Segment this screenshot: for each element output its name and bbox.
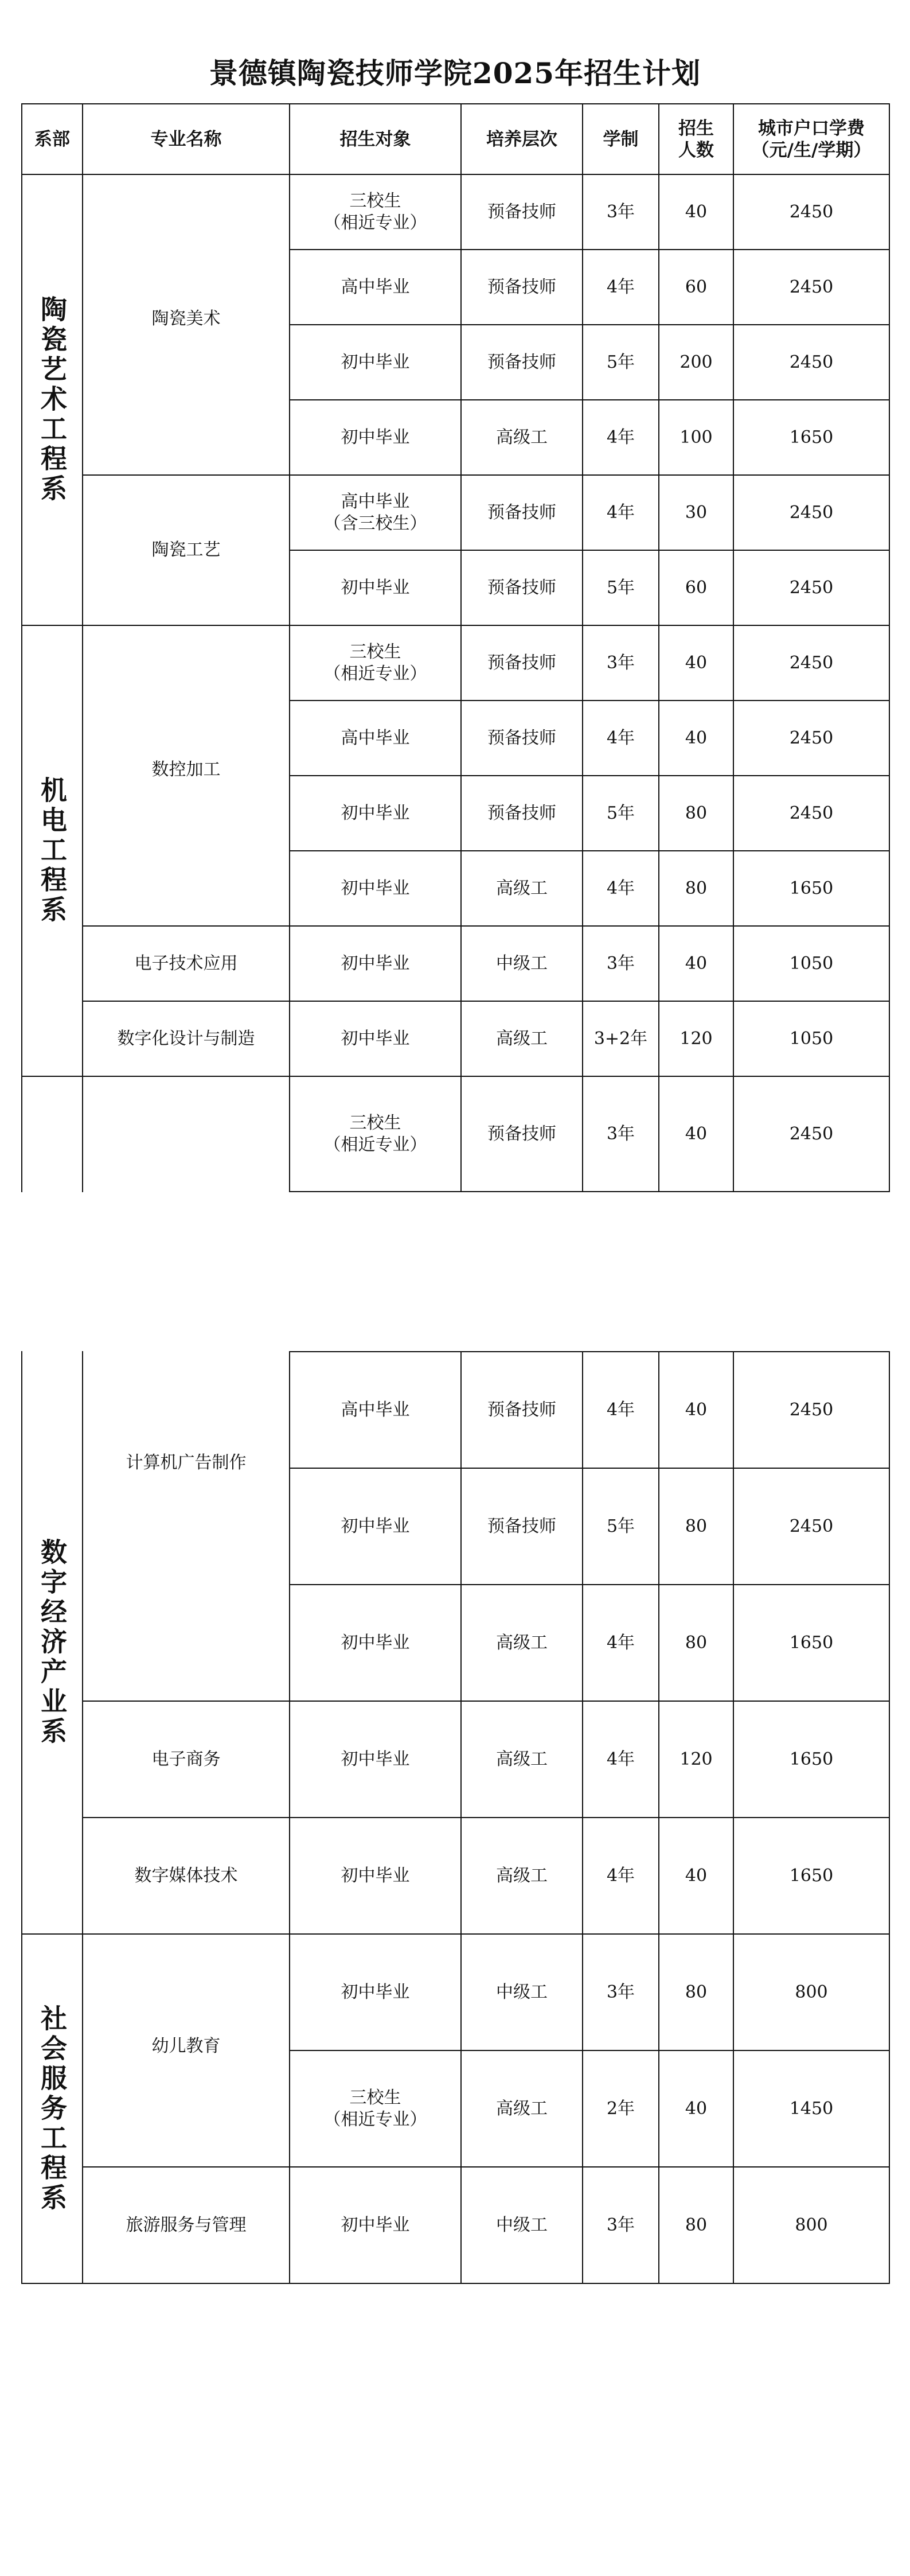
- row-17-level: 高级工: [460, 1701, 583, 1818]
- row-10-level: 高级工: [460, 850, 583, 927]
- row-1-fee: 2450: [733, 174, 890, 250]
- row-16-fee: 1650: [733, 1584, 890, 1702]
- row-10-fee: 1650: [733, 850, 890, 927]
- row-1-count: 40: [658, 174, 734, 250]
- row-9-fee: 2450: [733, 775, 890, 851]
- row-19-count: 80: [658, 1933, 734, 2051]
- major-cell: 电子商务: [82, 1701, 290, 1818]
- row-8-count: 40: [658, 700, 734, 776]
- row-20-fee: 1450: [733, 2050, 890, 2168]
- enrollment-table-page-1: [21, 103, 889, 1213]
- row-14-fee: 2450: [733, 1351, 890, 1469]
- row-20-target: 三校生 （相近专业）: [289, 2050, 462, 2168]
- row-3-duration: 5年: [582, 324, 659, 400]
- row-9-count: 80: [658, 775, 734, 851]
- major-cell: 计算机广告制作: [82, 1351, 290, 1702]
- row-11-target: 初中毕业: [289, 925, 462, 1002]
- row-8-target: 高中毕业: [289, 700, 462, 776]
- row-16-count: 80: [658, 1584, 734, 1702]
- row-12-fee: 1050: [733, 1001, 890, 1077]
- row-16-target: 初中毕业: [289, 1584, 462, 1702]
- row-13-count: 40: [658, 1076, 734, 1192]
- row-18-count: 40: [658, 1817, 734, 1935]
- row-6-target: 初中毕业: [289, 550, 462, 626]
- row-3-count: 200: [658, 324, 734, 400]
- major-cell: 数字化设计与制造: [82, 1001, 290, 1077]
- row-7-target: 三校生 （相近专业）: [289, 625, 462, 701]
- row-12-duration: 3+2年: [582, 1001, 659, 1077]
- row-11-duration: 3年: [582, 925, 659, 1002]
- row-2-fee: 2450: [733, 249, 890, 325]
- row-8-fee: 2450: [733, 700, 890, 776]
- row-18-target: 初中毕业: [289, 1817, 462, 1935]
- row-12-target: 初中毕业: [289, 1001, 462, 1077]
- department-cell: 陶瓷艺术工程系: [21, 174, 83, 626]
- row-16-duration: 4年: [582, 1584, 659, 1702]
- row-21-count: 80: [658, 2166, 734, 2284]
- row-7-duration: 3年: [582, 625, 659, 701]
- row-8-duration: 4年: [582, 700, 659, 776]
- row-21-fee: 800: [733, 2166, 890, 2284]
- row-18-duration: 4年: [582, 1817, 659, 1935]
- row-21-duration: 3年: [582, 2166, 659, 2284]
- row-19-level: 中级工: [460, 1933, 583, 2051]
- row-14-target: 高中毕业: [289, 1351, 462, 1469]
- major-cell: 陶瓷工艺: [82, 474, 290, 626]
- row-17-duration: 4年: [582, 1701, 659, 1818]
- row-2-level: 预备技师: [460, 249, 583, 325]
- row-3-target: 初中毕业: [289, 324, 462, 400]
- row-1-level: 预备技师: [460, 174, 583, 250]
- row-3-level: 预备技师: [460, 324, 583, 400]
- row-11-level: 中级工: [460, 925, 583, 1002]
- row-7-count: 40: [658, 625, 734, 701]
- row-19-fee: 800: [733, 1933, 890, 2051]
- department-cell: 社会服务工程系: [21, 1933, 83, 2284]
- major-cell: 电子技术应用: [82, 925, 290, 1002]
- row-5-duration: 4年: [582, 474, 659, 551]
- row-11-count: 40: [658, 925, 734, 1002]
- row-12-count: 120: [658, 1001, 734, 1077]
- row-21-target: 初中毕业: [289, 2166, 462, 2284]
- row-20-count: 40: [658, 2050, 734, 2168]
- header-target: 招生对象: [289, 103, 462, 175]
- row-1-target: 三校生 （相近专业）: [289, 174, 462, 250]
- row-6-fee: 2450: [733, 550, 890, 626]
- row-13-duration: 3年: [582, 1076, 659, 1192]
- row-2-duration: 4年: [582, 249, 659, 325]
- row-9-target: 初中毕业: [289, 775, 462, 851]
- major-cell: 数控加工: [82, 625, 290, 927]
- row-17-fee: 1650: [733, 1701, 890, 1818]
- department-cell: 机电工程系: [21, 625, 83, 1077]
- header-count: 招生 人数: [658, 103, 734, 175]
- row-8-level: 预备技师: [460, 700, 583, 776]
- row-21-level: 中级工: [460, 2166, 583, 2284]
- header-level: 培养层次: [460, 103, 583, 175]
- row-18-fee: 1650: [733, 1817, 890, 1935]
- row-11-fee: 1050: [733, 925, 890, 1002]
- row-19-duration: 3年: [582, 1933, 659, 2051]
- row-5-target: 高中毕业 （含三校生）: [289, 474, 462, 551]
- row-13-fee: 2450: [733, 1076, 890, 1192]
- row-3-fee: 2450: [733, 324, 890, 400]
- row-4-count: 100: [658, 399, 734, 476]
- row-7-fee: 2450: [733, 625, 890, 701]
- row-1-duration: 3年: [582, 174, 659, 250]
- header-duration: 学制: [582, 103, 659, 175]
- row-2-count: 60: [658, 249, 734, 325]
- page-title: 景德镇陶瓷技师学院2025年招生计划: [209, 56, 701, 90]
- header-dept: 系部: [21, 103, 83, 175]
- row-14-count: 40: [658, 1351, 734, 1469]
- row-15-duration: 5年: [582, 1468, 659, 1585]
- row-6-duration: 5年: [582, 550, 659, 626]
- major-cell: 幼儿教育: [82, 1933, 290, 2168]
- row-19-target: 初中毕业: [289, 1933, 462, 2051]
- row-14-level: 预备技师: [460, 1351, 583, 1469]
- department-cell: 数字经济产业系: [21, 1351, 83, 1935]
- row-4-level: 高级工: [460, 399, 583, 476]
- row-4-fee: 1650: [733, 399, 890, 476]
- major-cell: 陶瓷美术: [82, 174, 290, 476]
- row-20-duration: 2年: [582, 2050, 659, 2168]
- row-4-duration: 4年: [582, 399, 659, 476]
- row-14-duration: 4年: [582, 1351, 659, 1469]
- header-fee: 城市户口学费 （元/生/学期）: [733, 103, 890, 175]
- major-cell: 旅游服务与管理: [82, 2166, 290, 2284]
- row-15-fee: 2450: [733, 1468, 890, 1585]
- row-2-target: 高中毕业: [289, 249, 462, 325]
- row-15-level: 预备技师: [460, 1468, 583, 1585]
- row-13-target: 三校生 （相近专业）: [289, 1076, 462, 1192]
- row-4-target: 初中毕业: [289, 399, 462, 476]
- row-12-level: 高级工: [460, 1001, 583, 1077]
- row-10-target: 初中毕业: [289, 850, 462, 927]
- row-5-count: 30: [658, 474, 734, 551]
- row-17-count: 120: [658, 1701, 734, 1818]
- header-major: 专业名称: [82, 103, 290, 175]
- major-cell: 数字媒体技术: [82, 1817, 290, 1935]
- row-16-level: 高级工: [460, 1584, 583, 1702]
- dept-cell-continued: [21, 1076, 83, 1192]
- row-9-level: 预备技师: [460, 775, 583, 851]
- row-7-level: 预备技师: [460, 625, 583, 701]
- row-5-level: 预备技师: [460, 474, 583, 551]
- row-18-level: 高级工: [460, 1817, 583, 1935]
- row-15-target: 初中毕业: [289, 1468, 462, 1585]
- row-6-count: 60: [658, 550, 734, 626]
- row-9-duration: 5年: [582, 775, 659, 851]
- major-cell-continued: [82, 1076, 290, 1192]
- row-15-count: 80: [658, 1468, 734, 1585]
- row-17-target: 初中毕业: [289, 1701, 462, 1818]
- row-5-fee: 2450: [733, 474, 890, 551]
- row-10-duration: 4年: [582, 850, 659, 927]
- row-10-count: 80: [658, 850, 734, 927]
- row-20-level: 高级工: [460, 2050, 583, 2168]
- row-6-level: 预备技师: [460, 550, 583, 626]
- enrollment-table-page-2: [21, 1351, 889, 2289]
- row-13-level: 预备技师: [460, 1076, 583, 1192]
